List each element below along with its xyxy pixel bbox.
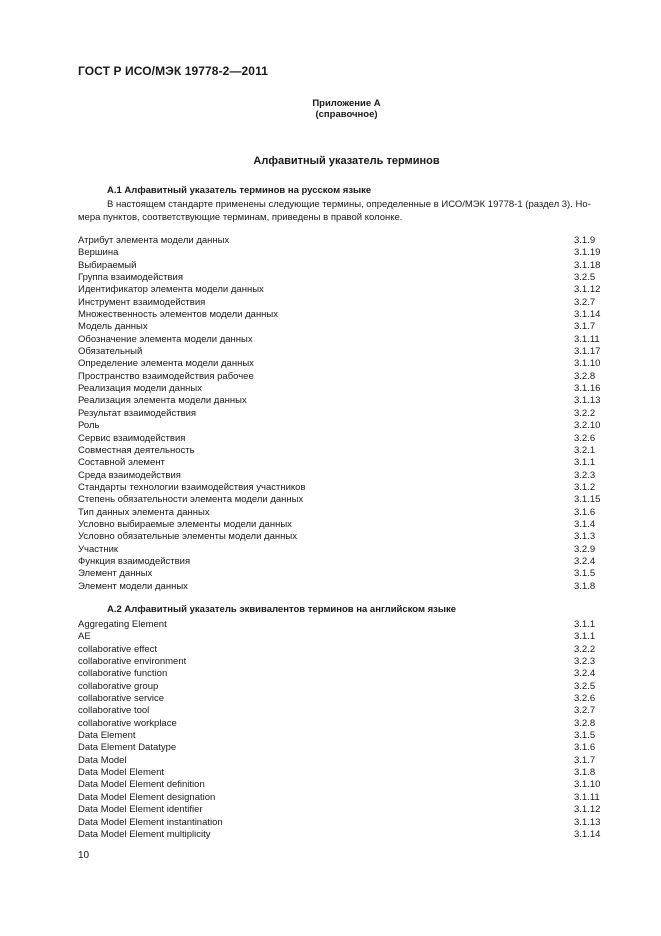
index-term: Data Model Element definition	[78, 779, 205, 791]
index-clause-ref: 3.1.4	[574, 518, 596, 530]
index-term: Data Model	[78, 754, 127, 766]
intro-paragraph-line: В настоящем стандарте применены следующие термины, определенные в ИСО/МЭК 19778-1 (раздел 3). Но-	[107, 199, 591, 210]
index-entry	[78, 519, 608, 531]
index-clause-ref: 3.2.4	[574, 668, 596, 680]
index-entry	[78, 705, 608, 717]
index-clause-ref: 3.1.8	[574, 767, 596, 779]
index-clause-ref: 3.2.3	[574, 469, 596, 481]
index-clause-ref: 3.2.6	[574, 432, 596, 444]
index-clause-ref: 3.1.2	[574, 481, 596, 493]
index-term: Стандарты технологии взаимодействия участников	[78, 481, 306, 493]
index-entry	[78, 730, 608, 742]
index-entry	[78, 260, 608, 272]
index-term: Роль	[78, 420, 100, 432]
index-term: AE	[78, 631, 91, 643]
index-entry	[78, 581, 608, 593]
index-entry	[78, 482, 608, 494]
index-clause-ref: 3.1.9	[574, 235, 596, 246]
index-clause-ref: 3.1.14	[574, 828, 601, 840]
index-entry	[78, 544, 608, 556]
index-entry	[78, 829, 608, 841]
index-term: Составной элемент	[78, 457, 165, 469]
index-term: collaborative group	[78, 680, 159, 692]
index-term: Data Model Element	[78, 767, 165, 779]
russian-terms-index	[78, 235, 608, 593]
index-entry	[78, 631, 608, 643]
index-term: Data Model Element designation	[78, 791, 216, 803]
index-entry	[78, 668, 608, 680]
index-clause-ref: 3.1.7	[574, 321, 596, 333]
index-term: Вершина	[78, 247, 119, 259]
index-term: Множественность элементов модели данных	[78, 309, 279, 321]
index-entry	[78, 395, 608, 407]
index-clause-ref: 3.1.1	[574, 457, 596, 469]
index-clause-ref: 3.1.12	[574, 804, 601, 816]
index-clause-ref: 3.1.13	[574, 816, 601, 828]
index-entry	[78, 272, 608, 284]
index-clause-ref: 3.1.6	[574, 506, 596, 518]
index-clause-ref: 3.2.8	[574, 717, 596, 729]
intro-paragraph-line: мера пунктов, соответствующие терминам, приведены в правой колонке.	[78, 212, 403, 223]
index-entry	[78, 494, 608, 506]
index-entry	[78, 235, 608, 247]
index-entry	[78, 742, 608, 754]
index-term: Атрибут элемента модели данных	[78, 235, 230, 246]
index-term: Реализация элемента модели данных	[78, 395, 247, 407]
index-term: Определение элемента модели данных	[78, 358, 254, 370]
index-clause-ref: 3.1.6	[574, 742, 596, 754]
index-clause-ref: 3.1.10	[574, 358, 601, 370]
index-clause-ref: 3.1.11	[574, 791, 600, 803]
index-term: Элемент данных	[78, 568, 153, 580]
index-term: collaborative workplace	[78, 717, 177, 729]
index-term: Data Model Element identifier	[78, 804, 203, 816]
index-clause-ref: 3.2.6	[574, 693, 596, 705]
index-entry	[78, 470, 608, 482]
index-entry	[78, 619, 608, 631]
index-entry	[78, 346, 608, 358]
index-clause-ref: 3.2.2	[574, 643, 596, 655]
index-clause-ref: 3.1.12	[574, 284, 601, 296]
index-entry	[78, 792, 608, 804]
index-entry	[78, 693, 608, 705]
index-term: Инструмент взаимодействия	[78, 296, 206, 308]
index-term: Тип данных элемента данных	[78, 506, 210, 518]
index-clause-ref: 3.1.5	[574, 568, 596, 580]
index-clause-ref: 3.2.3	[574, 656, 596, 668]
index-term: collaborative tool	[78, 705, 150, 717]
index-clause-ref: 3.2.7	[574, 705, 596, 717]
page-number: 10	[78, 850, 90, 861]
index-clause-ref: 3.1.11	[574, 333, 600, 345]
index-term: Группа взаимодействия	[78, 272, 183, 284]
index-entry	[78, 755, 608, 767]
index-clause-ref: 3.1.14	[574, 309, 601, 321]
index-term: Условно выбираемые элементы модели данных	[78, 518, 292, 530]
index-clause-ref: 3.1.10	[574, 779, 601, 791]
index-clause-ref: 3.1.19	[574, 247, 601, 259]
index-entry	[78, 568, 608, 580]
index-entry	[78, 433, 608, 445]
index-clause-ref: 3.1.1	[574, 619, 596, 630]
index-entry	[78, 779, 608, 791]
index-term: Степень обязательности элемента модели данных	[78, 494, 304, 506]
index-entry	[78, 445, 608, 457]
index-clause-ref: 3.1.18	[574, 259, 601, 271]
index-clause-ref: 3.2.1	[574, 444, 596, 456]
index-term: collaborative effect	[78, 643, 158, 655]
index-term: Участник	[78, 543, 119, 555]
index-term: Среда взаимодействия	[78, 469, 181, 481]
index-clause-ref: 3.1.8	[574, 580, 596, 592]
index-entry	[78, 531, 608, 543]
index-clause-ref: 3.1.5	[574, 730, 596, 742]
index-entry	[78, 420, 608, 432]
index-term: Data Element	[78, 730, 136, 742]
index-clause-ref: 3.1.7	[574, 754, 596, 766]
index-term: Aggregating Element	[78, 619, 167, 630]
index-term: Data Element Datatype	[78, 742, 177, 754]
index-entry	[78, 297, 608, 309]
index-clause-ref: 3.2.7	[574, 296, 596, 308]
index-entry	[78, 817, 608, 829]
index-entry	[78, 358, 608, 370]
section-heading-english: А.2 Алфавитный указатель эквивалентов терминов на английском языке	[107, 604, 457, 615]
index-entry	[78, 334, 608, 346]
index-term: Элемент модели данных	[78, 580, 188, 592]
index-entry	[78, 718, 608, 730]
index-term: Обязательный	[78, 346, 143, 358]
index-clause-ref: 3.1.1	[574, 631, 596, 643]
index-entry	[78, 681, 608, 693]
index-term: Data Model Element multiplicity	[78, 828, 211, 840]
index-entry	[78, 457, 608, 469]
index-term: collaborative function	[78, 668, 168, 680]
index-clause-ref: 3.2.9	[574, 543, 596, 555]
index-entry	[78, 371, 608, 383]
index-entry	[78, 408, 608, 420]
index-term: Пространство взаимодействия рабочее	[78, 370, 254, 382]
index-term: Сервис взаимодействия	[78, 432, 186, 444]
index-clause-ref: 3.2.2	[574, 407, 596, 419]
index-entry	[78, 321, 608, 333]
annex-note: (справочное)	[315, 109, 378, 120]
annex-title: Приложение А	[312, 98, 381, 109]
index-term: Идентификатор элемента модели данных	[78, 284, 264, 296]
index-entry	[78, 507, 608, 519]
index-clause-ref: 3.2.5	[574, 680, 596, 692]
page-title: Алфавитный указатель терминов	[253, 155, 440, 167]
index-term: Совместная деятельность	[78, 444, 195, 456]
index-entry	[78, 284, 608, 296]
section-heading-russian: А.1 Алфавитный указатель терминов на русском языке	[107, 185, 372, 196]
index-term: Data Model Element instantination	[78, 816, 223, 828]
index-clause-ref: 3.1.13	[574, 395, 601, 407]
index-term: Выбираемый	[78, 259, 137, 271]
index-term: Условно обязательные элементы модели данных	[78, 531, 297, 543]
index-entry	[78, 656, 608, 668]
index-term: collaborative service	[78, 693, 165, 705]
index-clause-ref: 3.2.5	[574, 272, 596, 284]
index-term: Реализация модели данных	[78, 383, 203, 395]
index-clause-ref: 3.2.10	[574, 420, 601, 432]
index-term: Модель данных	[78, 321, 148, 333]
index-entry	[78, 247, 608, 259]
index-term: Функция взаимодействия	[78, 555, 191, 567]
index-term: Результат взаимодействия	[78, 407, 197, 419]
index-entry	[78, 767, 608, 779]
index-entry	[78, 644, 608, 656]
index-clause-ref: 3.1.3	[574, 531, 596, 543]
index-clause-ref: 3.1.17	[574, 346, 601, 358]
index-clause-ref: 3.1.16	[574, 383, 601, 395]
english-terms-index	[78, 619, 608, 841]
index-entry	[78, 804, 608, 816]
index-entry	[78, 556, 608, 568]
index-entry	[78, 383, 608, 395]
index-term: collaborative environment	[78, 656, 187, 668]
index-entry	[78, 309, 608, 321]
index-clause-ref: 3.1.15	[574, 494, 601, 506]
standard-designation: ГОСТ Р ИСО/МЭК 19778-2—2011	[78, 64, 268, 78]
index-term: Обозначение элемента модели данных	[78, 333, 253, 345]
index-clause-ref: 3.2.4	[574, 555, 596, 567]
index-clause-ref: 3.2.8	[574, 370, 596, 382]
